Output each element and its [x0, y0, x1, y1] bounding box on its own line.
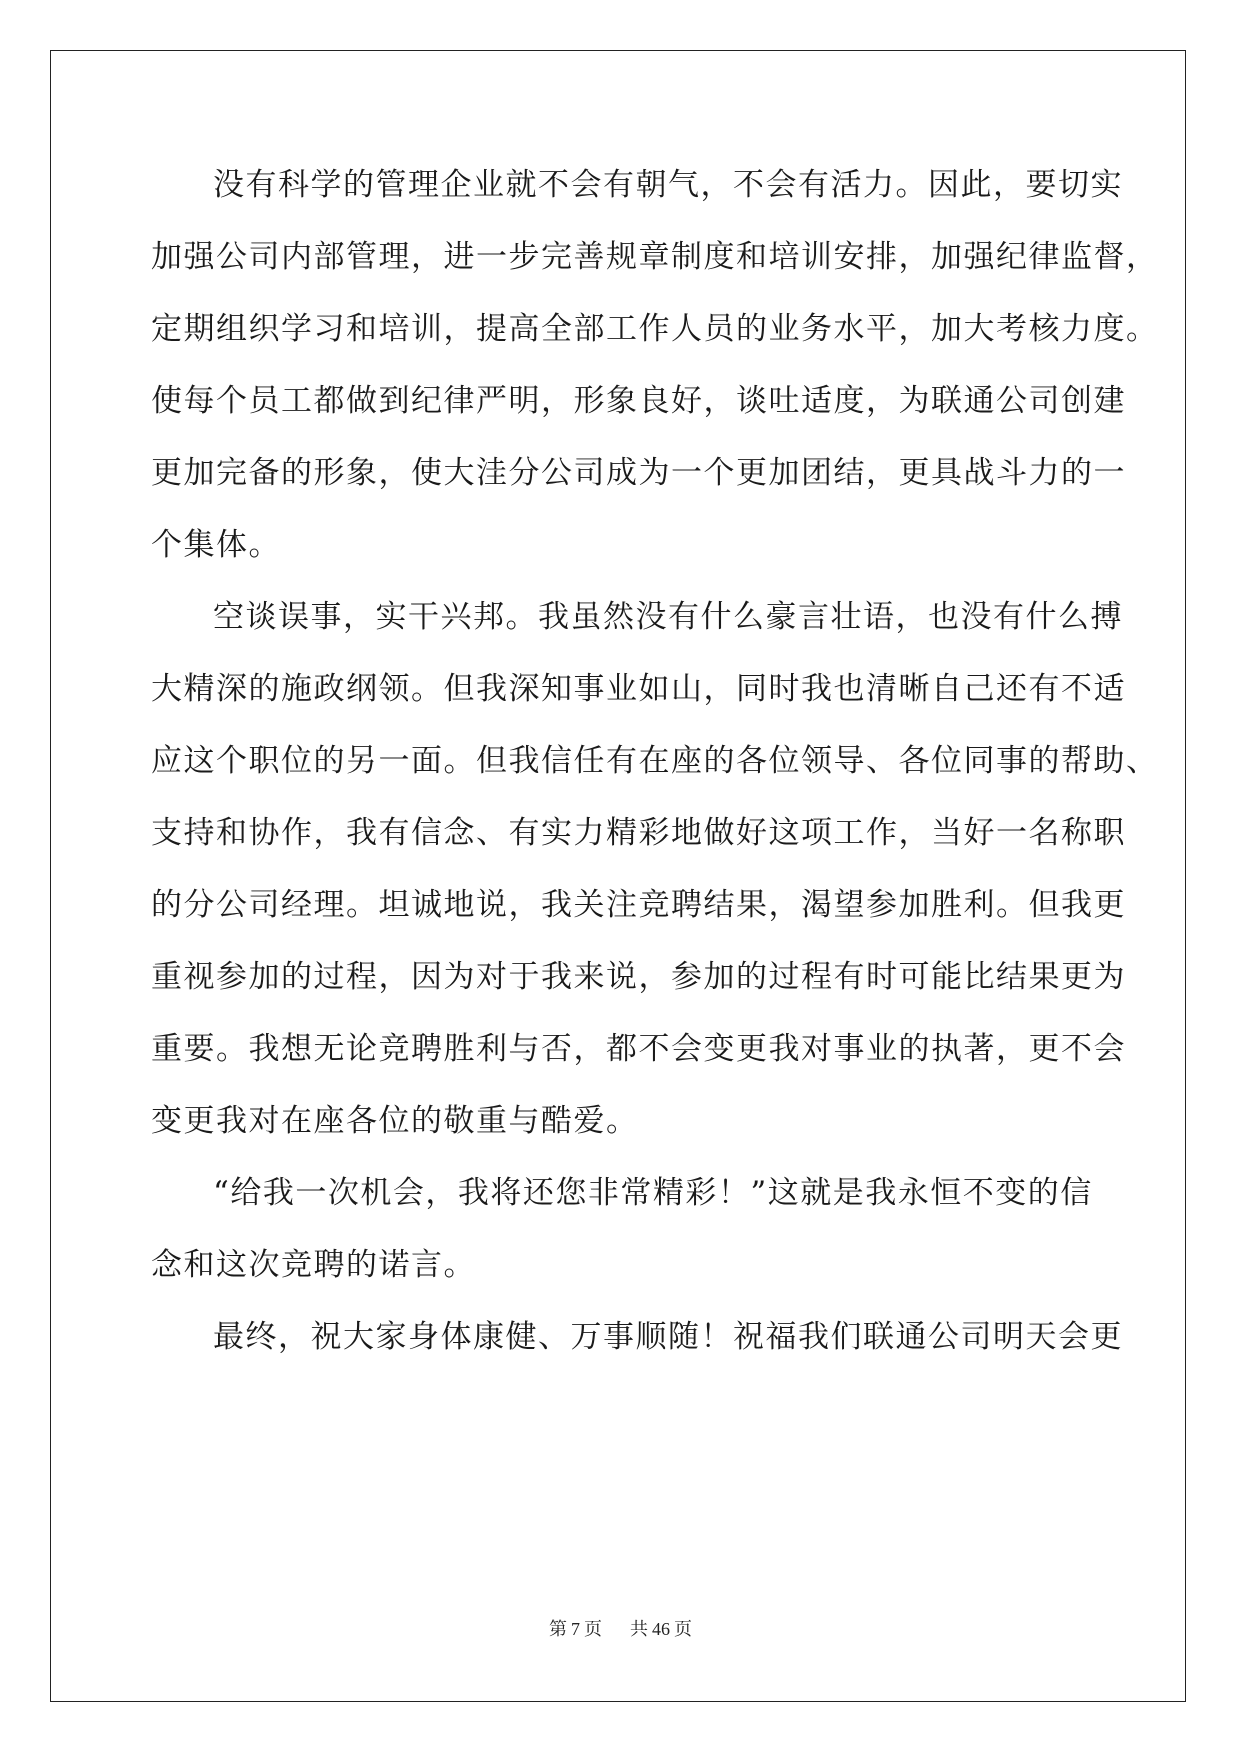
paragraph-line: 支持和协作，我有信念、有实力精彩地做好这项工作，当好一名称职 [151, 815, 1126, 851]
page-current: 7 [571, 1619, 580, 1639]
paragraph-line: 最终，祝大家身体康健、万事顺随！祝福我们联通公司明天会更 [213, 1319, 1123, 1355]
paragraph-line: 念和这次竞聘的诺言。 [151, 1247, 476, 1283]
paragraph-line: 重要。我想无论竞聘胜利与否，都不会变更我对事业的执著，更不会 [151, 1031, 1126, 1067]
total-prefix: 共 [630, 1619, 648, 1639]
page-number-footer [0, 1615, 1241, 1641]
paragraph-line: 应这个职位的另一面。但我信任有在座的各位领导、各位同事的帮助、 [151, 743, 1159, 779]
paragraph-line: 的分公司经理。坦诚地说，我关注竞聘结果，渴望参加胜利。但我更 [151, 887, 1126, 923]
paragraph-line: 定期组织学习和培训，提高全部工作人员的业务水平，加大考核力度。 [151, 311, 1159, 347]
paragraph-line: 更加完备的形象，使大洼分公司成为一个更加团结，更具战斗力的一 [151, 455, 1126, 491]
paragraph-line: 变更我对在座各位的敬重与酷爱。 [151, 1103, 639, 1139]
page-prefix: 第 [549, 1619, 567, 1639]
paragraph-line: 大精深的施政纲领。但我深知事业如山，同时我也清晰自己还有不适 [151, 671, 1126, 707]
paragraph-line: 使每个员工都做到纪律严明，形象良好，谈吐适度，为联通公司创建 [151, 383, 1126, 419]
paragraph-line: “给我一次机会，我将还您非常精彩！”这就是我永恒不变的信 [213, 1175, 1093, 1211]
page-current-suffix: 页 [584, 1619, 602, 1639]
page-border [50, 50, 1186, 1702]
paragraph-line: 没有科学的管理企业就不会有朝气，不会有活力。因此，要切实 [213, 167, 1123, 203]
paragraph-line: 重视参加的过程，因为对于我来说，参加的过程有时可能比结果更为 [151, 959, 1126, 995]
total-suffix: 页 [674, 1619, 692, 1639]
paragraph-line: 个集体。 [151, 527, 281, 563]
paragraph-line: 空谈误事，实干兴邦。我虽然没有什么豪言壮语，也没有什么搏 [213, 599, 1123, 635]
paragraph-line: 加强公司内部管理，进一步完善规章制度和培训安排，加强纪律监督， [151, 239, 1159, 275]
page-total: 46 [652, 1619, 670, 1639]
